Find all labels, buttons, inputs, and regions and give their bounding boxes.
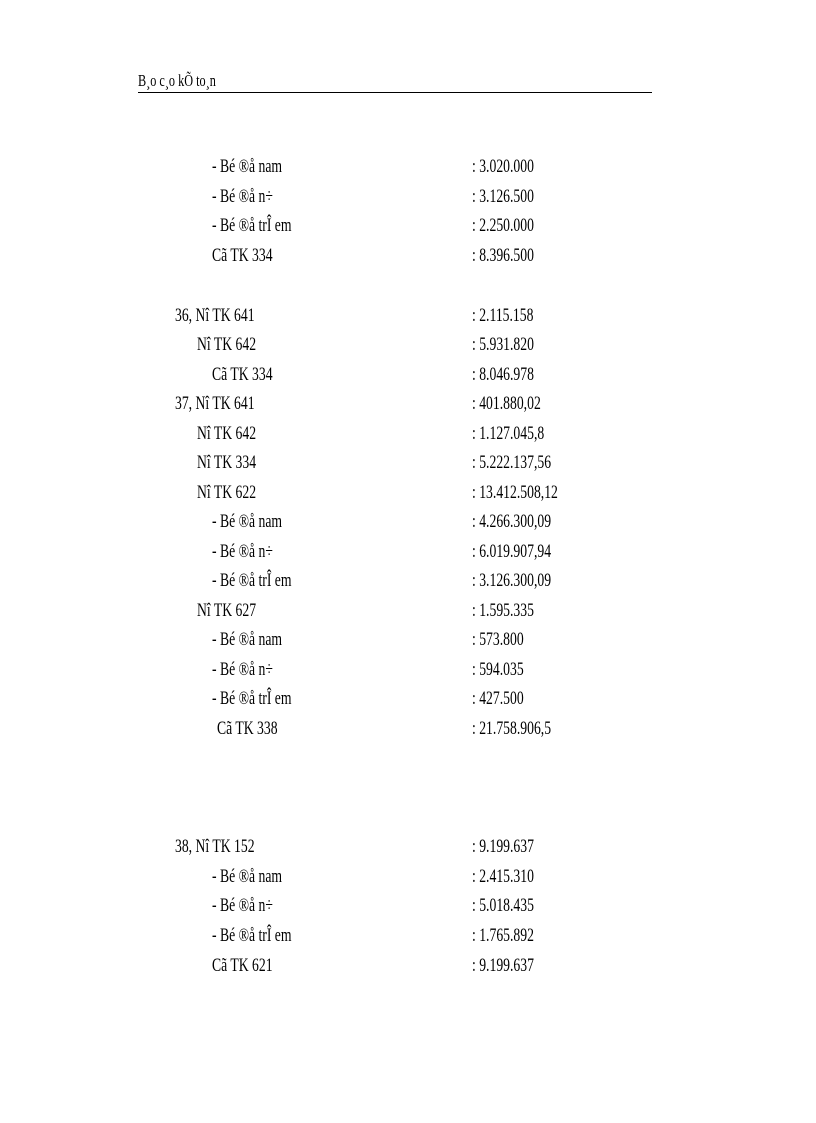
entry-label: Nî TK 642 xyxy=(197,334,257,355)
ledger-row xyxy=(0,540,816,564)
entry-label: - Bé ®å n÷ xyxy=(212,659,273,680)
entry-label: - Bé ®å nam xyxy=(212,866,283,887)
entry-value: : 8.046.978 xyxy=(472,364,534,385)
entry-value: : 1.765.892 xyxy=(472,925,534,946)
entry-value: : 8.396.500 xyxy=(472,245,534,266)
document-header xyxy=(138,70,652,93)
ledger-row xyxy=(0,924,816,948)
entry-label: Nî TK 642 xyxy=(197,423,257,444)
ledger-row xyxy=(0,155,816,179)
ledger-row xyxy=(0,835,816,859)
entry-label: 37, Nî TK 641 xyxy=(175,393,255,414)
ledger-row xyxy=(0,185,816,209)
entry-value: : 401.880,02 xyxy=(472,393,541,414)
entry-label: Cã TK 338 xyxy=(217,718,278,739)
entry-label: - Bé ®å nam xyxy=(212,156,283,177)
ledger-row xyxy=(0,865,816,889)
entry-value: : 9.199.637 xyxy=(472,955,534,976)
ledger-row xyxy=(0,392,816,416)
entry-label: - Bé ®å n÷ xyxy=(212,895,273,916)
ledger-row xyxy=(0,422,816,446)
ledger-row xyxy=(0,954,816,978)
ledger-row xyxy=(0,214,816,238)
header-title: B¸o c¸o kÕ to¸n xyxy=(138,71,216,90)
ledger-row xyxy=(0,244,816,268)
ledger-row xyxy=(0,717,816,741)
ledger-row xyxy=(0,628,816,652)
ledger-row xyxy=(0,363,816,387)
ledger-row xyxy=(0,451,816,475)
ledger-row xyxy=(0,304,816,328)
entry-value: : 5.018.435 xyxy=(472,895,534,916)
entry-value: : 5.222.137,56 xyxy=(472,452,552,473)
ledger-row xyxy=(0,894,816,918)
entry-value: : 2.250.000 xyxy=(472,215,534,236)
entry-label: Nî TK 622 xyxy=(197,482,257,503)
entry-label: Cã TK 334 xyxy=(212,364,273,385)
entry-label: - Bé ®å trÎ em xyxy=(212,925,292,946)
ledger-row xyxy=(0,658,816,682)
entry-label: - Bé ®å nam xyxy=(212,629,283,650)
entry-value: : 2.415.310 xyxy=(472,866,534,887)
ledger-row xyxy=(0,687,816,711)
ledger-row xyxy=(0,599,816,623)
entry-label: Cã TK 621 xyxy=(212,955,273,976)
entry-value: : 5.931.820 xyxy=(472,334,534,355)
entry-label: 36, Nî TK 641 xyxy=(175,305,255,326)
entry-label: Nî TK 334 xyxy=(197,452,257,473)
entry-value: : 13.412.508,12 xyxy=(472,482,558,503)
entry-value: : 1.127.045,8 xyxy=(472,423,545,444)
entry-value: : 2.115.158 xyxy=(472,305,534,326)
entry-label: - Bé ®å trÎ em xyxy=(212,688,292,709)
entry-value: : 3.126.500 xyxy=(472,186,534,207)
entry-label: - Bé ®å n÷ xyxy=(212,541,273,562)
entry-value: : 1.595.335 xyxy=(472,600,534,621)
entry-value: : 573.800 xyxy=(472,629,524,650)
entry-label: - Bé ®å n÷ xyxy=(212,186,273,207)
entry-label: - Bé ®å trÎ em xyxy=(212,215,292,236)
entry-value: : 3.020.000 xyxy=(472,156,534,177)
entry-label: - Bé ®å nam xyxy=(212,511,283,532)
entry-value: : 594.035 xyxy=(472,659,524,680)
entry-label: 38, Nî TK 152 xyxy=(175,836,255,857)
entry-value: : 9.199.637 xyxy=(472,836,534,857)
entry-label: Cã TK 334 xyxy=(212,245,273,266)
ledger-row xyxy=(0,569,816,593)
entry-value: : 6.019.907,94 xyxy=(472,541,552,562)
entry-value: : 21.758.906,5 xyxy=(472,718,552,739)
ledger-row xyxy=(0,510,816,534)
ledger-row xyxy=(0,333,816,357)
entry-label: - Bé ®å trÎ em xyxy=(212,570,292,591)
entry-value: : 3.126.300,09 xyxy=(472,570,552,591)
entry-value: : 427.500 xyxy=(472,688,524,709)
ledger-row xyxy=(0,481,816,505)
entry-value: : 4.266.300,09 xyxy=(472,511,552,532)
entry-label: Nî TK 627 xyxy=(197,600,257,621)
